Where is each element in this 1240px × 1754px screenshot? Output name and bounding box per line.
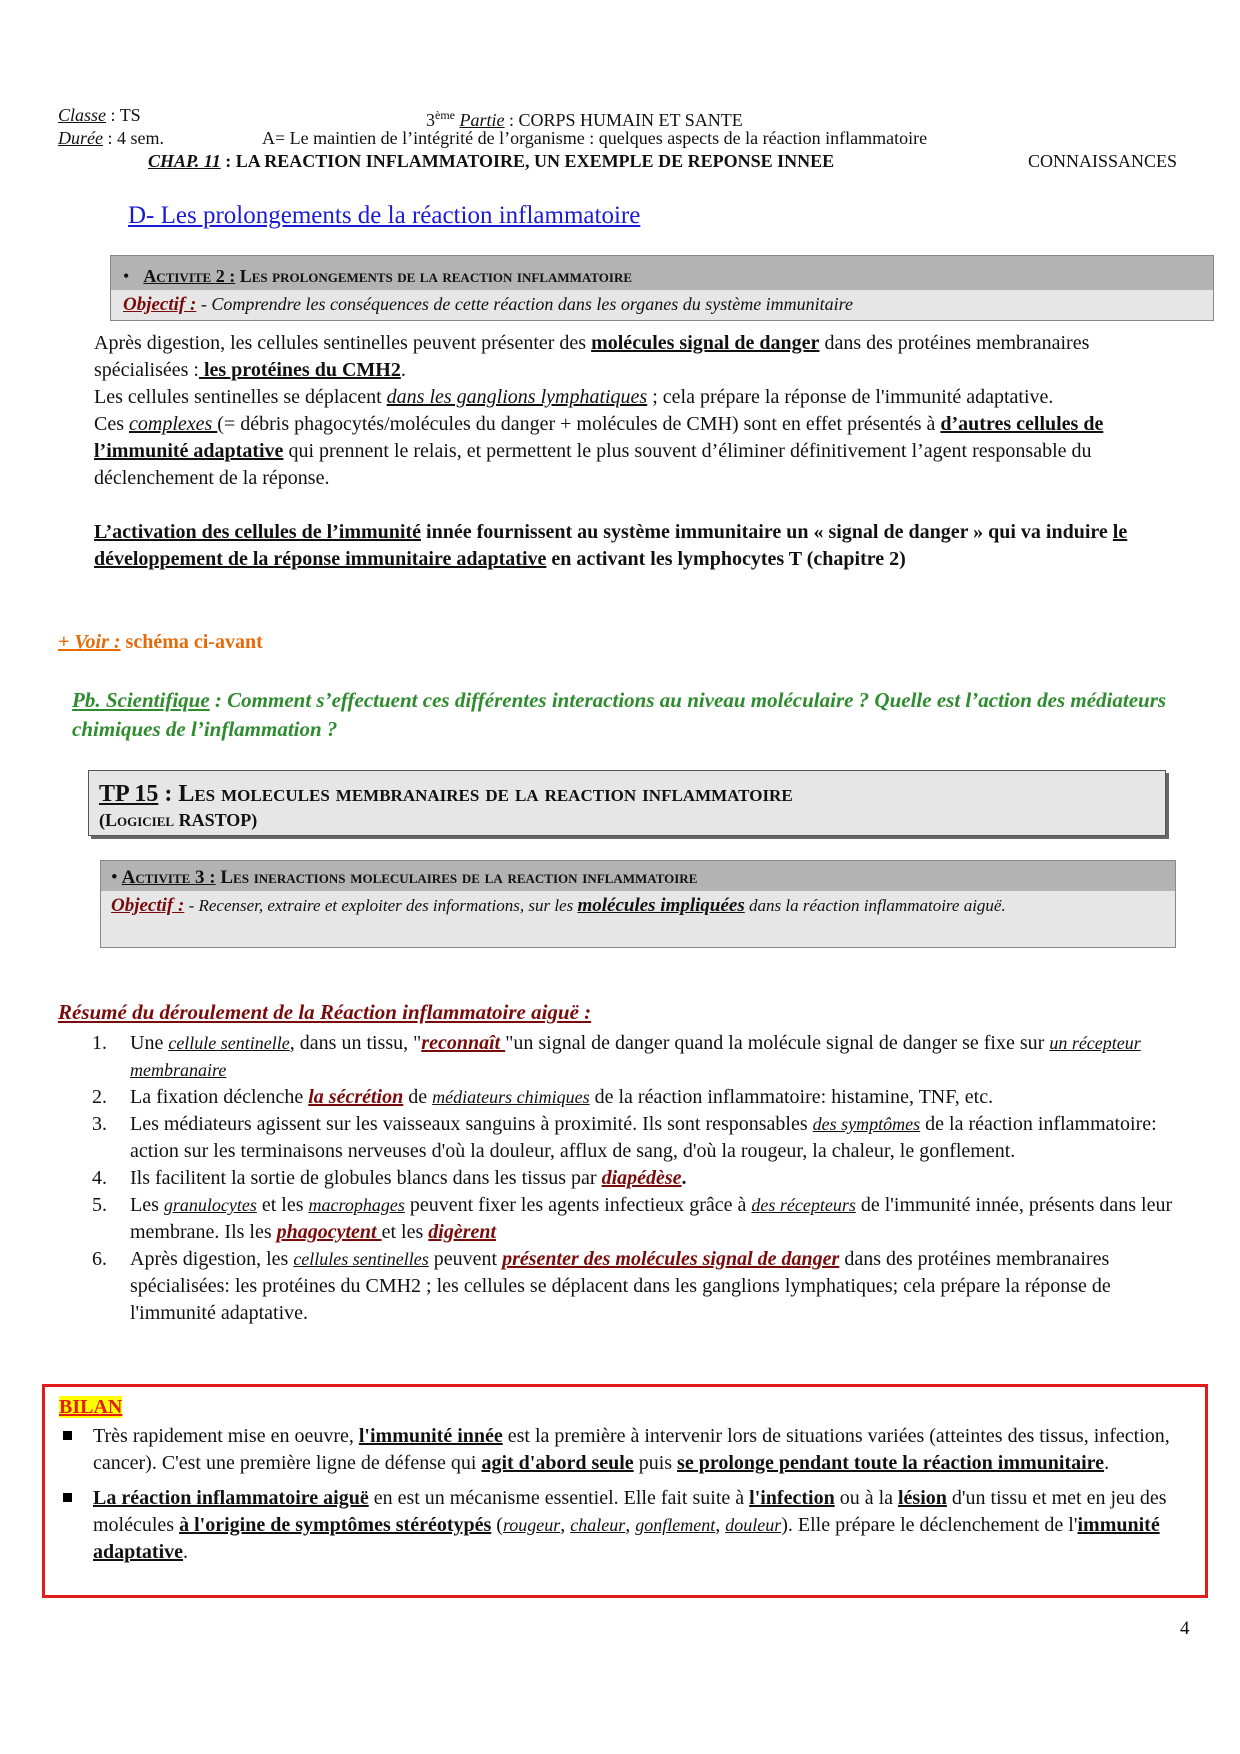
activite3-title: Les ineractions moleculaires de la reaction inflammatoire bbox=[215, 867, 698, 888]
objectif-text: dans la réaction inflammatoire aiguë. bbox=[744, 896, 1006, 915]
item-text: et les bbox=[381, 1221, 429, 1243]
bilan-item bbox=[59, 1423, 1193, 1477]
p1-keyword: complexes bbox=[129, 413, 218, 435]
item-number: 1. bbox=[92, 1032, 107, 1054]
classe-label: Classe bbox=[58, 105, 107, 125]
activite3-header bbox=[101, 861, 1175, 891]
item-keyword: la sécrétion bbox=[308, 1086, 404, 1108]
item-keyword: des symptômes bbox=[812, 1114, 921, 1134]
chap-label: CHAP. 11 bbox=[148, 151, 221, 171]
objectif-text: - Recenser, extraire et exploiter des informations, sur les bbox=[184, 896, 578, 915]
partie-label: Partie bbox=[459, 110, 505, 130]
item-text: peuvent fixer les agents infectieux grâce à bbox=[404, 1194, 752, 1216]
bilan-keyword: chaleur bbox=[570, 1515, 626, 1535]
bilan-text: ( bbox=[491, 1514, 503, 1536]
bilan-keyword: l'infection bbox=[749, 1487, 835, 1509]
item-text: peuvent bbox=[428, 1248, 503, 1270]
resume-item bbox=[92, 1030, 1192, 1084]
bilan-keyword: se prolonge pendant toute la réaction immunitaire bbox=[677, 1452, 1105, 1474]
bilan-text: , bbox=[625, 1514, 636, 1536]
item-keyword: granulocytes bbox=[163, 1195, 257, 1215]
chap-value: : LA REACTION INFLAMMATOIRE, UN EXEMPLE DE REPONSE INNEE bbox=[220, 151, 835, 171]
bilan-text: . bbox=[1104, 1452, 1110, 1474]
p2-text: innée fournissent au système immunitaire un « signal de danger » qui va induire bbox=[421, 521, 1113, 543]
voir-label: + Voir : bbox=[58, 631, 121, 653]
bilan-keyword: agit d'abord seule bbox=[481, 1452, 634, 1474]
p1-text: . bbox=[400, 359, 406, 381]
bilan-text: , bbox=[715, 1514, 726, 1536]
voir-line bbox=[58, 629, 263, 655]
resume-item bbox=[92, 1165, 1192, 1192]
p2-keyword: L’activation des cellules de l’immunité bbox=[94, 521, 422, 543]
p1-text: qui prennent le relais, et permettent le plus souvent d’éliminer définitivement l’agent responsable du déclenchement de la réponse. bbox=[94, 440, 1092, 489]
item-text: . bbox=[681, 1167, 687, 1189]
bilan-text: ou à la bbox=[834, 1487, 898, 1509]
item-keyword: médiateurs chimiques bbox=[432, 1087, 590, 1107]
pb-text: : Comment s’effectuent ces différentes interactions au niveau moléculaire ? Quelle est l’action des médiateurs chimiques de l’inflammation ? bbox=[72, 688, 1167, 741]
activite2-title: Les prolongements de la reaction inflammatoire bbox=[235, 266, 633, 286]
activite2-objectif bbox=[111, 290, 1213, 320]
item-text: et les bbox=[256, 1194, 309, 1216]
paragraph-1 bbox=[94, 330, 1174, 492]
bilan-title: BILAN bbox=[59, 1396, 123, 1418]
item-text: Ils facilitent la sortie de globules blancs dans les tissus par bbox=[130, 1167, 602, 1189]
item-keyword: reconnaît bbox=[421, 1032, 506, 1054]
item-keyword: phagocytent bbox=[276, 1221, 382, 1243]
tp15-title: : Les molecules membranaires de la reaction inflammatoire bbox=[158, 781, 793, 807]
bilan-text: . bbox=[183, 1541, 188, 1563]
item-text: , dans un tissu, " bbox=[289, 1032, 422, 1054]
bilan-keyword: La réaction inflammatoire aiguë bbox=[93, 1487, 369, 1509]
activite2-box bbox=[110, 255, 1214, 321]
tp15-title-row bbox=[89, 771, 1165, 809]
square-bullet-icon bbox=[63, 1431, 72, 1440]
p1-text: (= débris phagocytés/molécules du danger + molécules de CMH) sont en effet présentés à bbox=[217, 413, 941, 435]
pb-scientifique bbox=[72, 686, 1182, 744]
bilan-text: puis bbox=[633, 1452, 678, 1474]
p1-text: ; cela prépare la réponse de l'immunité adaptative. bbox=[647, 386, 1054, 408]
bilan-text: Très rapidement mise en oeuvre, bbox=[93, 1425, 359, 1447]
item-text: de l'immunité innée, présents dans leur membrane. Ils les bbox=[130, 1194, 1173, 1243]
tp15-label: TP 15 bbox=[99, 781, 159, 807]
item-number: 4. bbox=[92, 1167, 107, 1189]
item-text: dans des protéines membranaires spécialisées: les protéines du CMH2 ; les cellules se déplacent dans les ganglions lymphatiques; cela prépare la réponse de l'immunité adaptative. bbox=[130, 1248, 1111, 1324]
bilan-keyword: à l'origine de symptômes stéréotypés bbox=[179, 1514, 492, 1536]
square-bullet-icon bbox=[63, 1493, 72, 1502]
header-line-2 bbox=[58, 127, 1198, 149]
resume-item bbox=[92, 1111, 1192, 1165]
bilan-text: , bbox=[560, 1514, 571, 1536]
item-text: "un signal de danger quand la molécule signal de danger se fixe sur bbox=[505, 1032, 1050, 1054]
header-line-3 bbox=[148, 150, 1198, 172]
activite3-box bbox=[100, 860, 1176, 948]
item-number: 6. bbox=[92, 1248, 107, 1270]
item-text: de la réaction inflammatoire: action sur les terminaisons nerveuses d'où la douleur, afflux de sang, d'où la rougeur, la chaleur, le gonflement. bbox=[130, 1113, 1157, 1162]
bilan-keyword: lésion bbox=[898, 1487, 947, 1509]
p1-keyword: d’autres cellules de l’immunité adaptative bbox=[94, 413, 1104, 462]
p1-text: Après digestion, les cellules sentinelles peuvent présenter des bbox=[94, 332, 592, 354]
item-text: Après digestion, les bbox=[130, 1248, 294, 1270]
item-keyword: cellule sentinelle bbox=[168, 1033, 290, 1053]
item-number: 5. bbox=[92, 1194, 107, 1216]
partie-num: 3 bbox=[426, 110, 435, 130]
p2-keyword: le développement de la réponse immunitaire adaptative bbox=[94, 521, 1128, 570]
pb-label: Pb. Scientifique bbox=[72, 688, 210, 712]
bilan-keyword: gonflement bbox=[635, 1515, 716, 1535]
partie-value: : CORPS HUMAIN ET SANTE bbox=[504, 110, 743, 130]
item-text: Une bbox=[130, 1032, 169, 1054]
bilan-title-row bbox=[59, 1395, 1193, 1421]
item-text: Les bbox=[130, 1194, 164, 1216]
item-keyword: digèrent bbox=[428, 1221, 497, 1243]
duree-value: : 4 sem. bbox=[102, 128, 164, 148]
p1-keyword: les protéines du CMH2 bbox=[198, 359, 401, 381]
resume-title: Résumé du déroulement de la Réaction inflammatoire aiguë : bbox=[58, 1000, 592, 1024]
voir-text: schéma ci-avant bbox=[120, 631, 263, 653]
activite3-objectif bbox=[101, 891, 1175, 947]
activite2-header bbox=[111, 256, 1213, 290]
item-text: de la réaction inflammatoire: histamine, TNF, etc. bbox=[589, 1086, 994, 1108]
activite3-label: Activite 3 : bbox=[121, 867, 216, 888]
resume-item bbox=[92, 1246, 1192, 1327]
bilan-text: est la première à intervenir lors de situations variées (atteintes des tissus, infection, cancer). C'est une première ligne de défense qui bbox=[93, 1425, 1170, 1474]
activite2-label: Activite 2 : bbox=[143, 266, 236, 286]
bilan-text: d'un tissu et met en jeu des molécules bbox=[93, 1487, 1167, 1536]
p1-text: Ces bbox=[94, 413, 129, 435]
bilan-item bbox=[59, 1485, 1193, 1566]
bilan-keyword: l'immunité innée bbox=[358, 1425, 503, 1447]
item-keyword: présenter des molécules signal de danger bbox=[502, 1248, 840, 1270]
tp15-box bbox=[88, 770, 1166, 836]
objectif-keyword: molécules impliquées bbox=[577, 895, 745, 916]
p2-text: en activant les lymphocytes T (chapitre 2) bbox=[546, 548, 906, 570]
objectif-label: Objectif : bbox=[123, 294, 197, 315]
bilan-box bbox=[42, 1384, 1208, 1598]
item-keyword: cellules sentinelles bbox=[293, 1249, 429, 1269]
theme: A= Le maintien de l’intégrité de l’organisme : quelques aspects de la réaction inflammatoire bbox=[262, 128, 928, 148]
bilan-keyword: douleur bbox=[725, 1515, 782, 1535]
bilan-keyword: immunité adaptative bbox=[93, 1514, 1160, 1563]
bilan-text: ). Elle prépare le déclenchement de l' bbox=[781, 1514, 1078, 1536]
tp15-subtitle: (Logiciel RASTOP) bbox=[99, 810, 258, 830]
p1-keyword: dans les ganglions lymphatiques bbox=[386, 386, 648, 408]
p1-text: Les cellules sentinelles se déplacent bbox=[94, 386, 387, 408]
page-number: 4 bbox=[1180, 1618, 1190, 1639]
type-label: CONNAISSANCES bbox=[1028, 151, 1178, 171]
item-number: 2. bbox=[92, 1086, 107, 1108]
bullet: • bbox=[111, 867, 118, 888]
item-text: La fixation déclenche bbox=[130, 1086, 309, 1108]
partie-sup: ème bbox=[435, 108, 455, 122]
bilan-keyword: rougeur bbox=[502, 1515, 561, 1535]
classe-value: : TS bbox=[106, 105, 141, 125]
p1-keyword: molécules signal de danger bbox=[591, 332, 820, 354]
header-line-1 bbox=[58, 104, 1198, 130]
bilan-text: en est un mécanisme essentiel. Elle fait suite à bbox=[368, 1487, 750, 1509]
p1-text: dans des protéines membranaires spécialisées : bbox=[94, 332, 1090, 381]
objectif-text: - Comprendre les conséquences de cette réaction dans les organes du système immunitaire bbox=[196, 294, 854, 314]
item-keyword: macrophages bbox=[308, 1195, 405, 1215]
resume-item bbox=[92, 1084, 1192, 1111]
item-text: Les médiateurs agissent sur les vaisseaux sanguins à proximité. Ils sont responsables bbox=[130, 1113, 813, 1135]
section-title: D- Les prolongements de la réaction inflammatoire bbox=[128, 202, 641, 229]
resume-list bbox=[92, 1030, 1192, 1327]
objectif-label: Objectif : bbox=[111, 895, 185, 916]
item-keyword: un récepteur membranaire bbox=[130, 1033, 1141, 1080]
bullet: • bbox=[123, 266, 130, 286]
item-text: de bbox=[403, 1086, 433, 1108]
item-number: 3. bbox=[92, 1113, 107, 1135]
paragraph-2 bbox=[94, 519, 1174, 573]
duree-label: Durée bbox=[58, 128, 103, 148]
resume-item bbox=[92, 1192, 1192, 1246]
item-keyword: diapédèse bbox=[601, 1167, 682, 1189]
item-keyword: des récepteurs bbox=[751, 1195, 856, 1215]
